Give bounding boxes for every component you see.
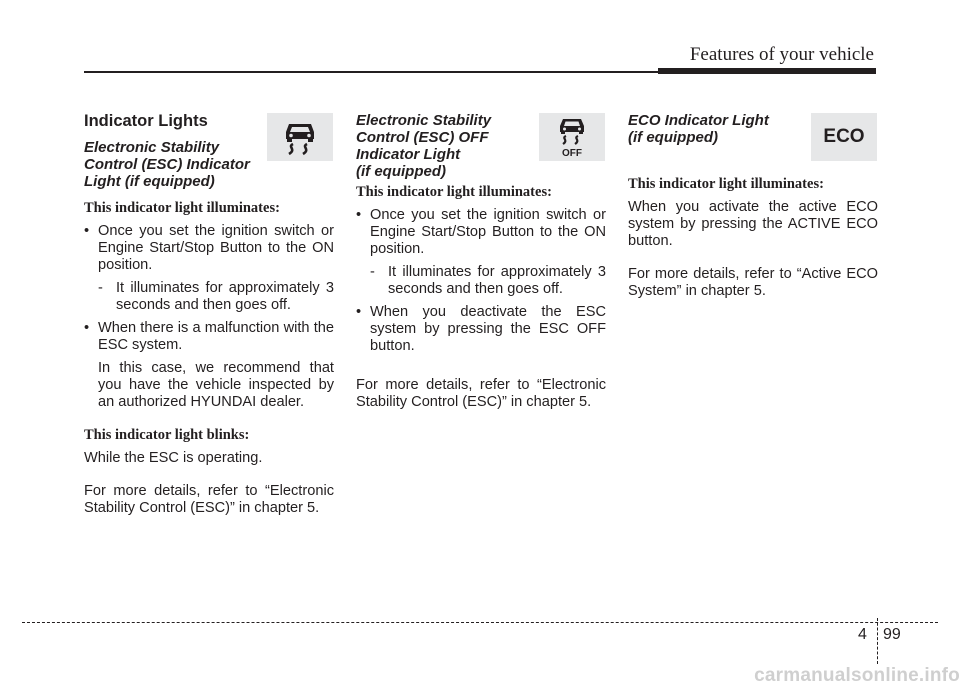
off-label: OFF: [562, 148, 582, 159]
sub-item: - It illuminates for approximately 3 seconds and then goes off.: [370, 264, 606, 297]
eco-label: ECO: [823, 126, 865, 147]
more-details: For more details, refer to “Electronic Stability Control (ESC)” in chapter 5.: [356, 377, 606, 410]
blinks-label: This indicator light blinks:: [84, 427, 250, 443]
bullet-item: • When you deactivate the ESC system by pressing the ESC OFF button.: [356, 304, 606, 355]
esc-off-indicator-icon: [539, 113, 605, 161]
subheading-line: ECO Indicator Light: [628, 112, 769, 129]
eco-text: When you activate the active ECO system by pressing the ACTIVE ECO button.: [628, 199, 878, 249]
page-number: 99: [883, 626, 901, 643]
esc-indicator-icon: [267, 113, 333, 161]
header-rule-accent: [658, 68, 876, 74]
footer-rule: [22, 622, 938, 623]
chapter-number: 4: [858, 626, 867, 643]
more-details: For more details, refer to “Active ECO System” in chapter 5.: [628, 266, 878, 299]
header-rule: [84, 71, 660, 73]
illuminates-label: This indicator light illuminates:: [628, 176, 824, 192]
note-paragraph: In this case, we recommend that you have the vehicle inspected by an authorized HYUNDAI dealer.: [98, 360, 334, 410]
illuminates-label: This indicator light illuminates:: [84, 200, 280, 216]
column-esc-indicator: [84, 108, 334, 517]
bullet-item: • When there is a malfunction with the ESC system.: [84, 320, 334, 354]
spacer: [628, 250, 878, 266]
illuminates-label: This indicator light illuminates:: [356, 184, 552, 200]
sub-item: - It illuminates for approximately 3 seconds and then goes off.: [98, 280, 334, 313]
subheading-line: Electronic Stability: [356, 112, 492, 129]
spacer: [84, 467, 334, 483]
subheading-line: (if equipped): [628, 129, 718, 146]
sub-item-text: It illuminates for approximately 3 seconds and then goes off.: [116, 280, 334, 313]
section-heading: Indicator Lights: [84, 112, 208, 130]
subheading-line: Light (if equipped): [84, 173, 215, 190]
sub-item-text: It illuminates for approximately 3 seconds and then goes off.: [388, 264, 606, 297]
skidding-car-icon: [279, 117, 321, 157]
subheading-line: Control (ESC) Indicator: [84, 156, 250, 173]
subheading-line: (if equipped): [356, 163, 446, 180]
watermark: carmanualsonline.info: [754, 665, 960, 686]
subheading-line: Electronic Stability: [84, 139, 220, 156]
eco-indicator-icon: [811, 113, 877, 161]
subheading-line: Control (ESC) OFF: [356, 129, 489, 146]
bullet-item: • Once you set the ignition switch or Engine Start/Stop Button to the ON position.: [356, 207, 606, 258]
more-details: For more details, refer to “Electronic Stability Control (ESC)” in chapter 5.: [84, 483, 334, 516]
subheading-line: Indicator Light: [356, 146, 461, 163]
skidding-car-off-icon: [551, 115, 593, 159]
running-header: Features of your vehicle: [689, 44, 874, 65]
footer-divider: [877, 618, 878, 664]
blinks-text: While the ESC is operating.: [84, 450, 263, 466]
spacer: [356, 361, 606, 377]
bullet-item: • Once you set the ignition switch or Engine Start/Stop Button to the ON position.: [84, 223, 334, 274]
